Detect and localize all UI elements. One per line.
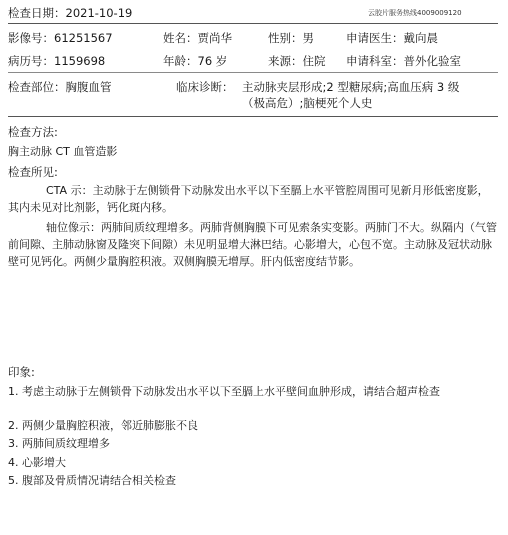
header-divider [8,23,498,24]
requesting-doctor: 申请医生：戴向晨 [346,31,438,45]
method-title: 检查方法: [8,125,58,139]
findings-title: 检查所见: [8,165,58,179]
info-divider [8,72,498,73]
exam-divider [8,116,498,117]
hotline-text: 云胶片服务热线4009009120 [368,9,462,17]
image-number: 影像号：61251567 [8,31,113,45]
diagnosis-line-1: 主动脉夹层形成;2 型糖尿病;高血压病 3 级 [242,80,460,94]
exam-part: 检查部位：胸腹血管 [8,80,112,94]
impression-item-4: 4. 心影增大 [8,456,66,469]
impression-item-1: 1. 考虑主动脉于左侧锁骨下动脉发出水平以下至膈上水平壁间血肿形成，请结合超声检查 [8,385,440,398]
findings-paragraph-1: CTA 示：主动脉于左侧锁骨下动脉发出水平以下至膈上水平管腔周围可见新月形低密度影，其内未见对比剂影，钙化斑内移。 [8,184,489,214]
impression-item-5: 5. 腹部及骨质情况请结合相关检查 [8,474,176,487]
patient-name: 姓名：贾尚华 [163,31,232,45]
requesting-department: 申请科室：普外化验室 [346,54,461,68]
patient-source: 来源：住院 [268,54,326,68]
method-text: 胸主动脉 CT 血管造影 [8,145,118,158]
impression-item-2: 2. 两侧少量胸腔积液，邻近肺膨胀不良 [8,419,198,432]
diagnosis-label: 临床诊断： [176,80,234,94]
patient-age: 年龄：76 岁 [163,54,228,68]
diagnosis-line-2: （极高危）;脑梗死个人史 [242,96,373,110]
exam-date: 检查日期：2021-10-19 [8,6,133,20]
record-number: 病历号：1159698 [8,54,106,68]
impression-title: 印象: [8,365,35,379]
impression-item-3: 3. 两肺间质纹理增多 [8,437,110,450]
patient-sex: 性别：男 [268,31,314,45]
findings-paragraph-2: 轴位像示：两肺间质纹理增多。两肺背侧胸膜下可见索条实变影。两肺门不大。纵隔内（气管前间隙、主肺动脉窗及隆突下间隙）未见明显增大淋巴结。心影增大，心包不宽。主动脉及冠状动脉壁可见钙化。两侧少量胸腔积液。双侧胸膜无增厚。肝内低密度结节影。 [8,221,497,268]
